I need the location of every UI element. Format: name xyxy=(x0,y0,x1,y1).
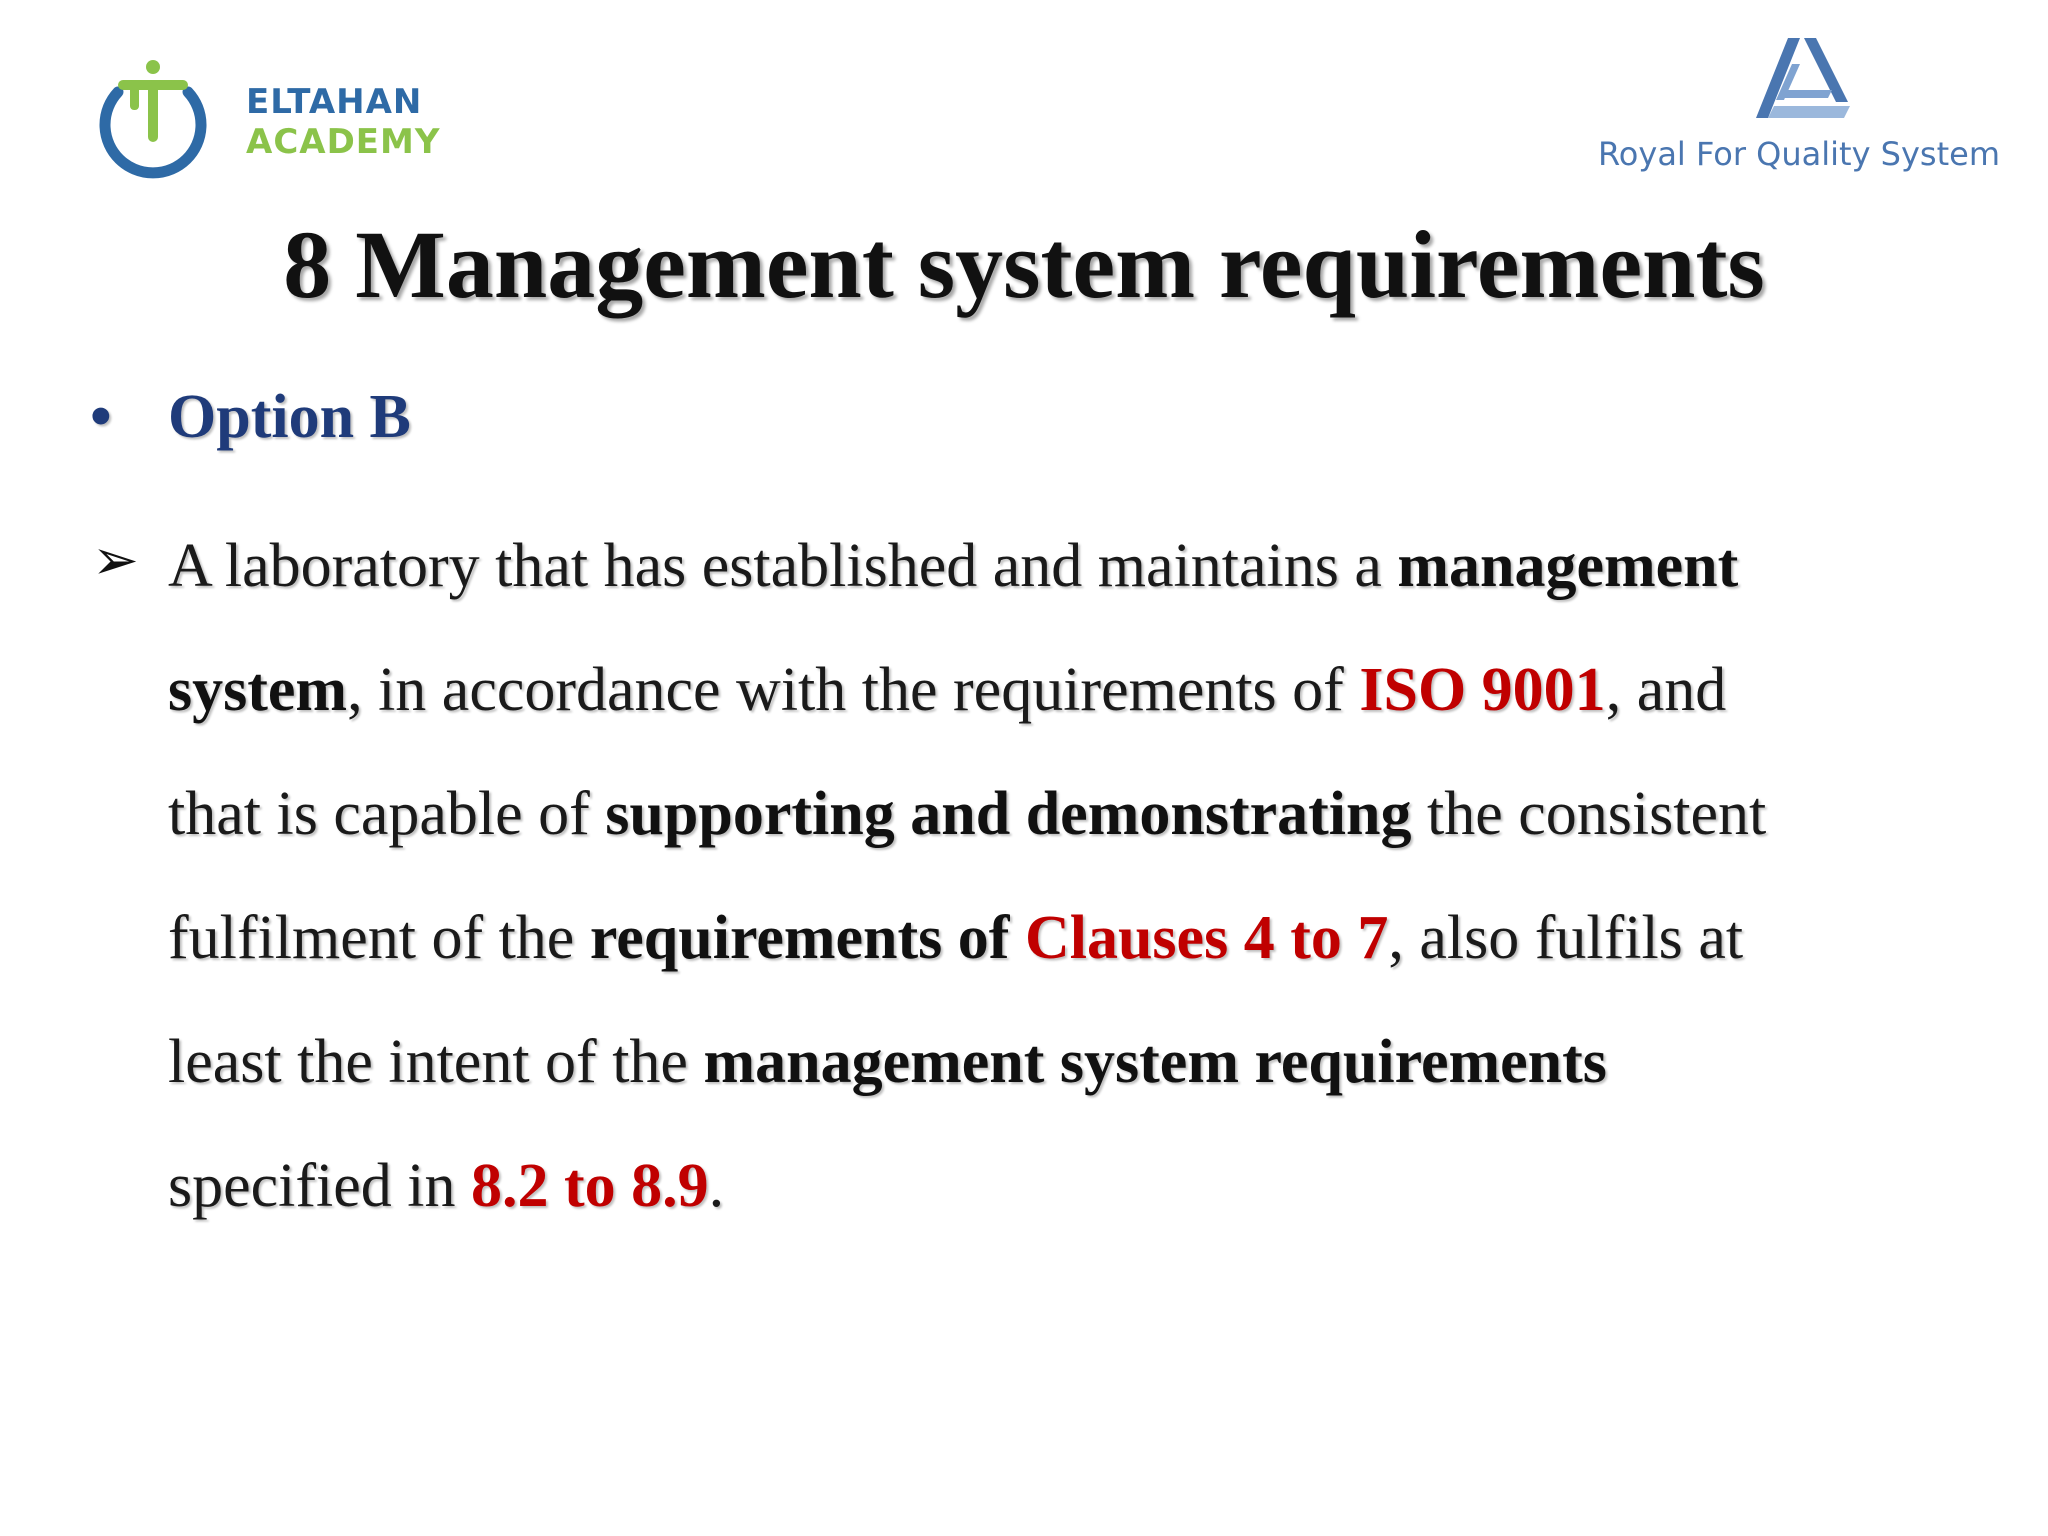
text-segment: the consistent xyxy=(1411,780,1767,848)
paragraph-line xyxy=(168,752,1968,876)
text-segment: least the intent of the xyxy=(168,1028,704,1096)
logo-left-line2: ACADEMY xyxy=(246,122,441,162)
text-segment: that is capable of xyxy=(168,780,606,848)
text-segment: , and xyxy=(1605,656,1727,724)
bullet-label: Option B xyxy=(168,383,411,451)
slide-title: 8 Management system requirements xyxy=(283,211,1765,318)
paragraph-line xyxy=(168,504,1968,628)
royal-quality-logo xyxy=(1598,30,2000,190)
bold-segment: management system requirements xyxy=(703,1028,1607,1096)
paragraph-line xyxy=(168,628,1968,752)
option-b-paragraph xyxy=(168,504,1968,1248)
paragraph-line xyxy=(168,1124,1968,1248)
logo-left-line1: ELTAHAN xyxy=(246,82,423,122)
red-highlight-segment: ISO 9001 xyxy=(1359,656,1606,724)
bold-segment: requirements of xyxy=(589,904,1025,972)
bold-segment: system xyxy=(168,656,348,724)
red-highlight-segment: 8.2 to 8.9 xyxy=(471,1152,709,1220)
arrow-bullet-icon: ➢ xyxy=(92,528,139,593)
eltahan-academy-logo-icon xyxy=(88,52,218,182)
text-segment: . xyxy=(708,1152,725,1220)
bold-segment: management xyxy=(1397,532,1739,600)
text-segment: , in accordance with the requirements of xyxy=(347,656,1360,724)
text-segment: A laboratory that has established and maintains a xyxy=(168,532,1398,600)
eltahan-academy-logo xyxy=(88,52,441,182)
paragraph-line xyxy=(168,1000,1968,1124)
red-highlight-segment: Clauses 4 to 7 xyxy=(1024,904,1389,972)
paragraph-line xyxy=(168,876,1968,1000)
bold-segment: supporting and demonstrating xyxy=(605,780,1412,848)
text-segment: specified in xyxy=(168,1152,472,1220)
royal-quality-logo-icon xyxy=(1748,30,1858,130)
bullet-dot-icon: • xyxy=(90,383,112,451)
logo-right-text: Royal For Quality System xyxy=(1598,135,2000,173)
text-segment: , also fulfils at xyxy=(1388,904,1744,972)
text-segment: fulfilment of the xyxy=(168,904,590,972)
